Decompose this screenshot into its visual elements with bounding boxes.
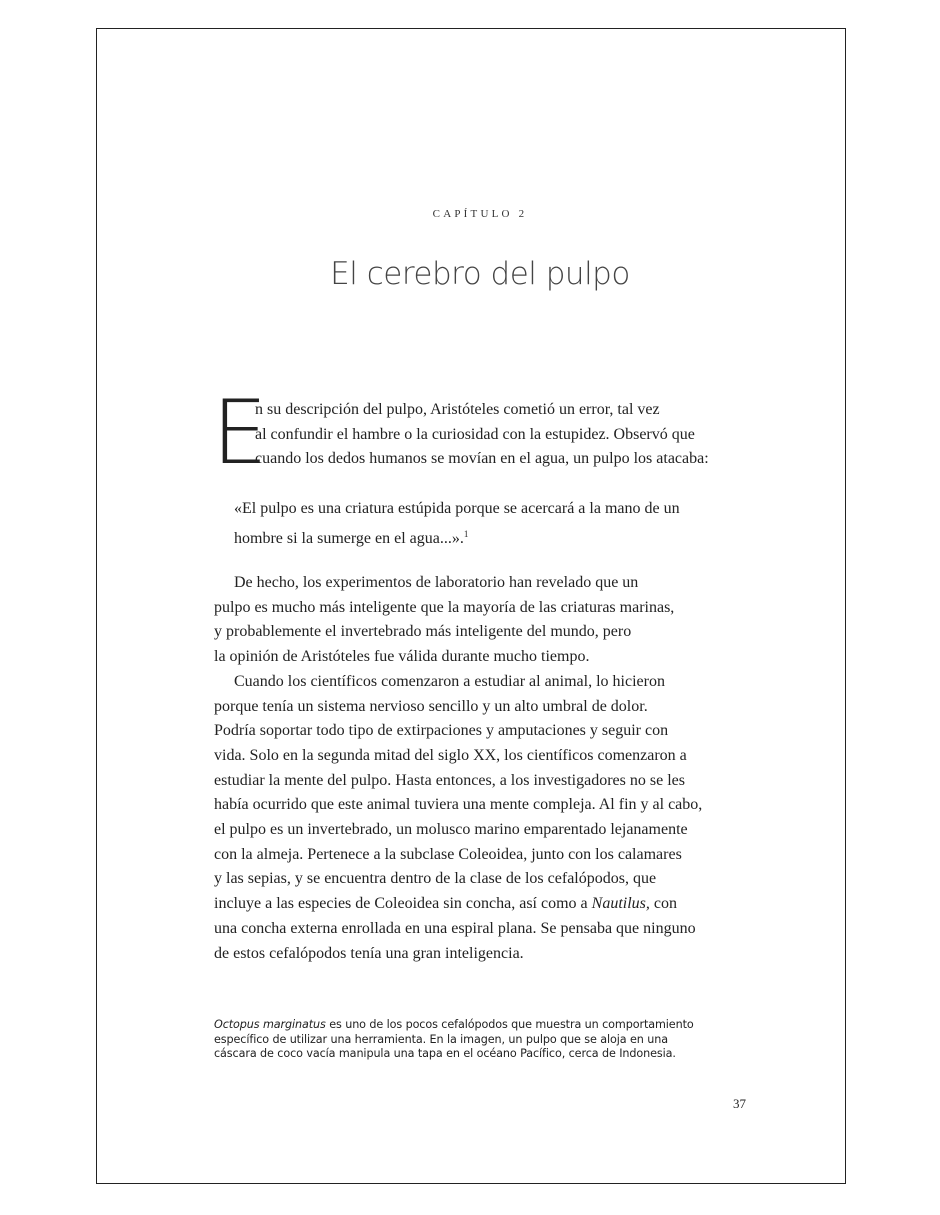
body-line: la opinión de Aristóteles fue válida durante mucho tiempo. <box>214 648 590 666</box>
species-name: Octopus marginatus <box>214 1018 326 1031</box>
body-line: y las sepias, y se encuentra dentro de la clase de los cefalópodos, que <box>214 870 657 888</box>
body-line: porque tenía un sistema nervioso sencillo y un alto umbral de dolor. <box>214 697 648 715</box>
page-number: 37 <box>733 1096 746 1111</box>
body-line: el pulpo es un invertebrado, un molusco marino emparentado lejanamente <box>214 821 688 839</box>
image-caption <box>214 1018 754 1062</box>
intro-line: cuando los dedos humanos se movían en el agua, un pulpo los atacaba: <box>255 450 709 468</box>
body-line-text: incluye a las especies de Coleoidea sin concha, así como a <box>214 895 592 913</box>
body-line: pulpo es mucho más inteligente que la mayoría de las criaturas marinas, <box>214 598 675 616</box>
block-quote <box>234 497 754 551</box>
chapter-title: El cerebro del pulpo <box>330 256 630 292</box>
quote-line: «El pulpo es una criatura estúpida porque se acercará a la mano de un <box>234 500 680 517</box>
footnote-marker[interactable]: 1 <box>463 528 469 539</box>
body-line: estudiar la mente del pulpo. Hasta entonces, a los investigadores no se les <box>214 771 685 789</box>
quote-line <box>234 522 754 552</box>
genus-name: Nautilus, <box>591 895 650 913</box>
quote-line-text: hombre si la sumerge en el agua...». <box>234 529 464 547</box>
body-line: vida. Solo en la segunda mitad del siglo XX, los científicos comenzaron a <box>214 746 687 764</box>
intro-paragraph <box>255 398 755 472</box>
body-line: una concha externa enrollada en una espiral plana. Se pensaba que ninguno <box>214 919 696 937</box>
body-line <box>214 892 759 917</box>
body-line-text: con <box>649 895 677 913</box>
caption-line: específico de utilizar una herramienta. En la imagen, un pulpo que se aloja en una <box>214 1032 668 1046</box>
caption-line-text: es uno de los pocos cefalópodos que muestra un comportamiento <box>325 1018 694 1031</box>
body-line: De hecho, los experimentos de laboratorio han revelado que un <box>234 574 639 591</box>
body-line: de estos cefalópodos tenía una gran inteligencia. <box>214 944 524 962</box>
body-line: con la almeja. Pertenece a la subclase Coleoidea, junto con los calamares <box>214 845 682 863</box>
body-paragraphs <box>214 571 759 966</box>
intro-line: al confundir el hambre o la curiosidad con la estupidez. Observó que <box>255 425 695 443</box>
caption-line: cáscara de coco vacía manipula una tapa en el océano Pacífico, cerca de Indonesia. <box>214 1047 676 1061</box>
body-line: Cuando los científicos comenzaron a estudiar al animal, lo hicieron <box>234 672 665 690</box>
intro-line: n su descripción del pulpo, Aristóteles cometió un error, tal vez <box>255 401 660 418</box>
chapter-label: CAPÍTULO 2 <box>432 208 528 220</box>
drop-cap: E <box>212 381 268 484</box>
body-line: había ocurrido que este animal tuviera una mente compleja. Al fin y al cabo, <box>214 796 703 814</box>
body-line: Podría soportar todo tipo de extirpaciones y amputaciones y seguir con <box>214 722 669 740</box>
body-line: y probablemente el invertebrado más inteligente del mundo, pero <box>214 623 632 641</box>
caption-line <box>214 1018 754 1033</box>
